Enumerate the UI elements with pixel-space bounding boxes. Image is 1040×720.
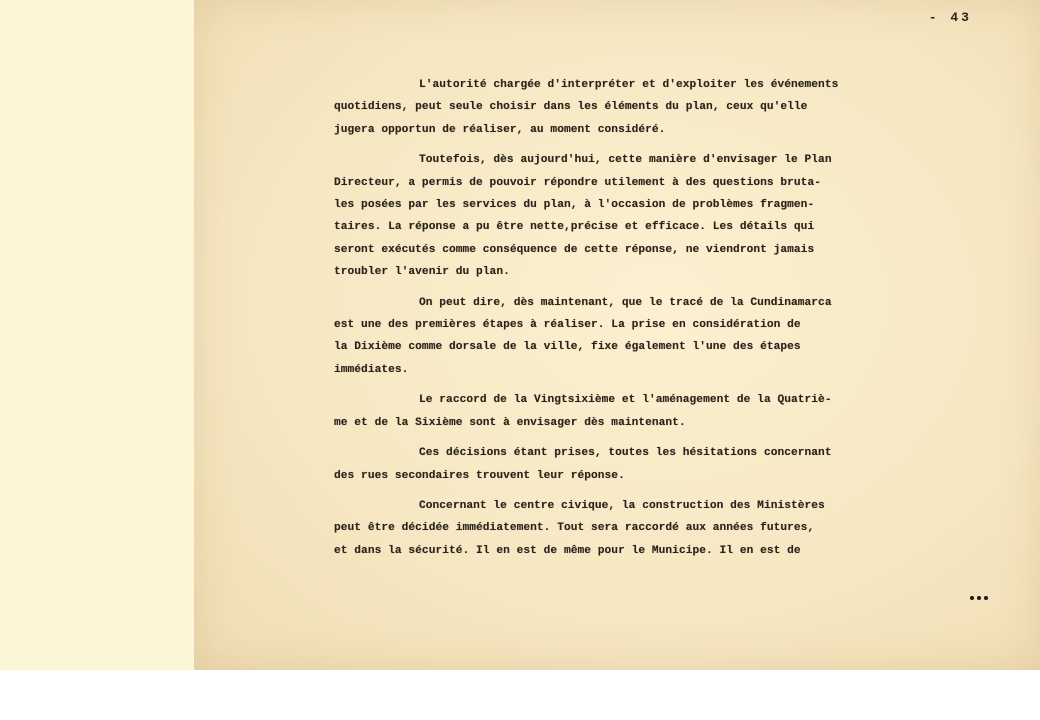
text-line: Ces décisions étant prises, toutes les hésitations concernant [419, 447, 832, 460]
text-line: seront exécutés comme conséquence de cette réponse, ne viendront jamais [334, 243, 815, 256]
paragraph-6 [334, 495, 924, 562]
text-line: immédiates. [334, 363, 409, 376]
paragraph-2 [334, 149, 924, 283]
paragraph-5 [334, 442, 924, 487]
text-line: Concernant le centre civique, la construction des Ministères [419, 499, 825, 512]
paragraph-1 [334, 74, 924, 141]
text-line: L'autorité chargée d'interpréter et d'exploiter les événements [419, 79, 839, 91]
paragraph-3 [334, 292, 924, 382]
text-line: quotidiens, peut seule choisir dans les éléments du plan, ceux qu'elle [334, 101, 808, 114]
text-line: jugera opportun de réaliser, au moment considéré. [334, 123, 666, 136]
text-line: On peut dire, dès maintenant, que le tracé de la Cundinamarca [419, 296, 832, 309]
document-page [194, 0, 1040, 670]
text-line: et dans la sécurité. Il en est de même pour le Municipe. Il en est de [334, 544, 801, 557]
text-line: me et de la Sixième sont à envisager dès maintenant. [334, 416, 686, 429]
page-number: - 43 [928, 10, 972, 25]
left-margin-panel [0, 0, 194, 670]
text-line: les posées par les services du plan, à l'occasion de problèmes fragmen- [334, 199, 815, 212]
document-body [334, 74, 924, 570]
bottom-strip [0, 670, 1040, 720]
text-line: taires. La réponse a pu être nette,précise et efficace. Les détails qui [334, 221, 815, 234]
text-line: la Dixième comme dorsale de la ville, fixe également l'une des étapes [334, 341, 801, 354]
text-line: peut être décidée immédiatement. Tout sera raccordé aux années futures, [334, 522, 815, 535]
text-line: Toutefois, dès aujourd'hui, cette manière d'envisager le Plan [419, 154, 832, 167]
text-line: Directeur, a permis de pouvoir répondre utilement à des questions bruta- [334, 176, 821, 189]
dot-icon [977, 596, 981, 600]
dot-icon [970, 596, 974, 600]
text-line: des rues secondaires trouvent leur réponse. [334, 469, 625, 482]
more-horizontal-icon[interactable] [964, 588, 994, 608]
text-line: troubler l'avenir du plan. [334, 266, 510, 279]
dot-icon [984, 596, 988, 600]
text-line: est une des premières étapes à réaliser. La prise en considération de [334, 319, 801, 332]
text-line: Le raccord de la Vingtsixième et l'aménagement de la Quatriè- [419, 394, 832, 407]
paragraph-4 [334, 389, 924, 434]
